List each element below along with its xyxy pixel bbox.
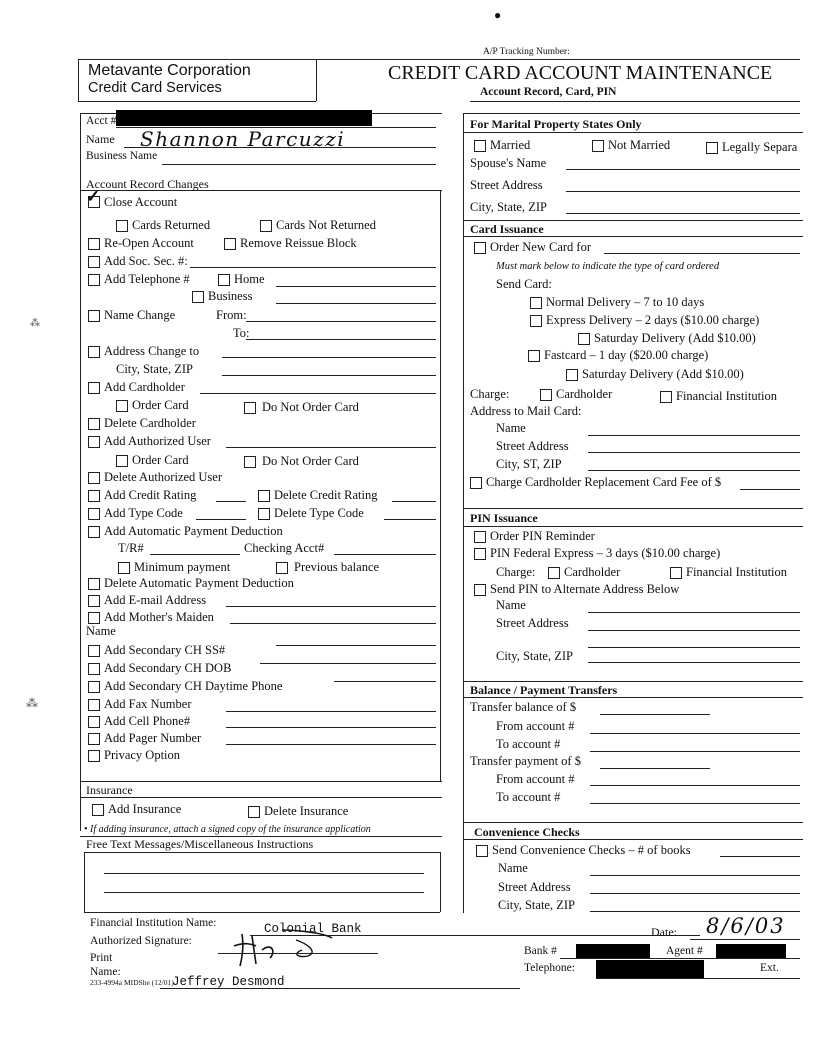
acct-label: Acct # [86,115,117,127]
header-company-bottom [78,101,316,102]
reopen-label: Re-Open Account [104,236,194,250]
add-type-code-checkbox[interactable] [88,508,100,520]
form-subtitle: Account Record, Card, PIN [480,86,617,98]
business-line [162,164,436,165]
order-card2-label: Order Card [132,453,189,467]
card-title: Card Issuance [470,222,544,236]
from-line [246,321,436,322]
delete-auto-pay-label: Delete Automatic Payment Deduction [104,576,294,590]
scan-speck: ⁂ [30,318,40,329]
signature-image [222,922,372,973]
transfer-from1-line [590,733,800,734]
name-line [124,147,436,148]
credit-rating-line [216,501,246,502]
transfer-top-rule [463,681,803,682]
fastcard-label: Fastcard – 1 day ($20.00 charge) [544,348,709,362]
order-card2-checkbox[interactable] [116,455,128,467]
add-credit-rating-checkbox[interactable] [88,490,100,502]
spouse-label: Spouse's Name [470,156,547,170]
transfer-from1-label: From account # [496,719,575,733]
pin-street-line2 [588,647,800,648]
phone-business-line [276,303,436,304]
send-card-label: Send Card: [496,277,552,291]
mail-name-line [588,435,800,436]
type-code-line [196,519,246,520]
name-change-label: Name Change [104,308,176,322]
cell-line [226,727,436,728]
marital-rule [463,132,803,133]
maiden-line [230,623,436,624]
min-payment-checkbox[interactable] [118,562,130,574]
business-label: Business Name [86,150,158,162]
freetext-line2 [104,892,424,893]
insurance-top-rule [80,781,442,782]
transfer-from2-label: From account # [496,772,575,786]
card-charge-fi-label: Financial Institution [676,389,778,403]
prev-balance-label: Previous balance [294,560,380,574]
transfer-rule [463,697,803,698]
bank-redaction [576,944,650,958]
add-credit-rating-label: Add Credit Rating [104,488,197,502]
cards-returned-checkbox[interactable] [116,220,128,232]
agent-redaction [716,944,786,958]
sec-dob-line [260,663,436,664]
freetext-box-top [84,852,440,853]
add-maiden-label: Add Mother's Maiden [104,610,214,624]
tr-line [150,554,240,555]
pin-title: PIN Issuance [470,511,538,525]
company-name: Metavante Corporation [88,62,251,79]
telephone-line [596,978,800,979]
city-state-zip-label: City, State, ZIP [116,362,193,376]
business-phone-label: Business [208,289,253,303]
mail-street-line [588,452,800,453]
transfer-payment-line [600,768,710,769]
card-charge-label: Charge: [470,387,510,401]
cell-checkbox[interactable] [88,716,100,728]
name-value[interactable]: Shannon Parcuzzi [140,127,346,151]
pin-rule [463,526,803,527]
checkmark-icon: ✓ [86,187,101,206]
right-border [463,113,464,913]
min-payment-label: Minimum payment [134,560,231,574]
do-not-order-checkbox[interactable] [244,402,256,414]
tr-label: T/R# [118,541,144,555]
to-label: To: [233,326,250,340]
add-ssn-label: Add Soc. Sec. #: [104,254,188,268]
auth-user-line [226,447,436,448]
date-label: Date: [651,925,677,939]
delete-credit-rating-label: Delete Credit Rating [274,488,378,502]
pin-reminder-checkbox[interactable] [474,531,486,543]
right-top-rule [463,113,800,114]
business-phone-checkbox[interactable] [192,291,204,303]
print-name-line [160,988,520,989]
sig-line [218,953,378,954]
maiden-name-label: Name [86,624,116,638]
normal-delivery-checkbox[interactable] [530,297,542,309]
cards-not-returned-checkbox[interactable] [260,220,272,232]
checks-city-label: City, State, ZIP [498,898,575,912]
replacement-fee-line [740,489,800,490]
freetext-title: Free Text Messages/Miscellaneous Instructions [86,837,314,851]
fax-label: Add Fax Number [104,697,192,711]
email-line [226,606,436,607]
mail-city-label: City, ST, ZIP [496,457,562,471]
mail-card-label: Address to Mail Card: [470,404,582,418]
pin-name-line [588,612,800,613]
remove-block-checkbox[interactable] [224,238,236,250]
marital-city-label: City, State, ZIP [470,200,547,214]
add-auth-user-checkbox[interactable] [88,436,100,448]
cards-returned-label: Cards Returned [132,218,211,232]
married-checkbox[interactable] [474,140,486,152]
cards-not-returned-label: Cards Not Returned [276,218,376,232]
sec-dob-label: Add Secondary CH DOB [104,661,232,675]
date-line [690,939,800,940]
name-label: Name [86,132,115,146]
city-line [222,375,436,376]
replacement-fee-label: Charge Cardholder Replacement Card Fee of $ [486,475,722,489]
add-cardholder-label: Add Cardholder [104,380,185,394]
saturday2-checkbox[interactable] [566,369,578,381]
delete-rating-line [392,501,436,502]
checks-name-label: Name [498,861,528,875]
fax-line [226,711,436,712]
legally-separated-label: Legally Separa [722,140,798,154]
address-change-label: Address Change to [104,344,200,358]
checks-title: Convenience Checks [474,825,580,839]
delete-type-line [384,519,436,520]
normal-delivery-label: Normal Delivery – 7 to 10 days [546,295,705,309]
ext-label: Ext. [760,962,779,974]
checks-city-line [590,911,800,912]
remove-block-label: Remove Reissue Block [240,236,357,250]
books-line [720,856,800,857]
sec-ss-label: Add Secondary CH SS# [104,643,226,657]
tracking-label: A/P Tracking Number: [483,47,570,57]
fi-value[interactable]: Colonial Bank [264,922,362,936]
freetext-box-bottom [84,912,440,913]
card-top-rule [463,220,803,221]
telephone-label: Telephone: [524,962,575,974]
do-not-order2-checkbox[interactable] [244,456,256,468]
mail-street-label: Street Address [496,439,569,453]
pin-top-rule [463,508,803,509]
add-cardholder-checkbox[interactable] [88,382,100,394]
checking-label: Checking Acct# [244,541,325,555]
changes-title: Account Record Changes [86,177,209,191]
insurance-title: Insurance [86,783,133,797]
delete-auto-pay-checkbox[interactable] [88,578,100,590]
phone-home-line [276,286,436,287]
transfer-payment-label: Transfer payment of $ [470,754,581,768]
checks-street-label: Street Address [498,880,571,894]
address-line [222,357,436,358]
pin-fedex-checkbox[interactable] [474,548,486,560]
express-delivery-checkbox[interactable] [530,315,542,327]
saturday2-label: Saturday Delivery (Add $10.00) [582,367,744,381]
sec-phone-line [334,681,436,682]
not-married-label: Not Married [608,138,671,152]
card-rule [463,236,803,237]
telephone-redaction [596,960,704,978]
must-mark-note: Must mark below to indicate the type of card ordered [496,261,720,272]
bank-label: Bank # [524,945,557,957]
form-title: CREDIT CARD ACCOUNT MAINTENANCE [388,62,773,84]
freetext-line1 [104,873,424,874]
close-account-label: Close Account [104,195,178,209]
delete-insurance-checkbox[interactable] [248,806,260,818]
order-new-card-checkbox[interactable] [474,242,486,254]
sec-dob-checkbox[interactable] [88,663,100,675]
checks-rule [463,839,803,840]
pager-line [226,744,436,745]
marital-city-line [566,213,800,214]
pin-alt-label: Send PIN to Alternate Address Below [490,582,680,596]
pin-street-line [588,630,800,631]
send-checks-checkbox[interactable] [476,845,488,857]
transfer-to1-label: To account # [496,737,561,751]
delete-insurance-label: Delete Insurance [264,804,349,818]
saturday1-checkbox[interactable] [578,333,590,345]
add-auto-pay-label: Add Automatic Payment Deduction [104,524,283,538]
freetext-left-border [84,852,85,912]
acct-redaction [116,110,372,126]
saturday1-label: Saturday Delivery (Add $10.00) [594,331,756,345]
sig-label: Authorized Signature: [90,935,192,947]
print-label: Print [90,952,113,964]
changes-rule [80,190,442,191]
home-label: Home [234,272,265,286]
pin-city-label: City, State, ZIP [496,649,573,663]
bank-line [560,958,800,959]
pin-charge-fi-label: Financial Institution [686,565,788,579]
marital-street-line [566,191,800,192]
reopen-checkbox[interactable] [88,238,100,250]
pin-alt-checkbox[interactable] [474,584,486,596]
pin-charge-fi-checkbox[interactable] [670,567,682,579]
delete-type-code-checkbox[interactable] [258,508,270,520]
to-line [246,339,436,340]
sec-ss-checkbox[interactable] [88,645,100,657]
scan-speck: ⁂ [26,696,38,710]
pin-fedex-label: PIN Federal Express – 3 days ($10.00 charge) [490,546,721,560]
add-ssn-checkbox[interactable] [88,256,100,268]
fax-checkbox[interactable] [88,699,100,711]
print-name-label: Name: [90,966,121,978]
home-checkbox[interactable] [218,274,230,286]
pin-name-label: Name [496,598,526,612]
header-left-border [78,59,79,101]
left-border [80,113,81,831]
add-insurance-label: Add Insurance [108,802,182,816]
delete-cardholder-label: Delete Cardholder [104,416,196,430]
checks-name-line [590,875,800,876]
checks-top-rule [463,822,803,823]
marital-street-label: Street Address [470,178,543,192]
add-phone-checkbox[interactable] [88,274,100,286]
privacy-label: Privacy Option [104,748,181,762]
add-email-label: Add E-mail Address [104,593,207,607]
order-new-card-label: Order New Card for [490,240,592,254]
form-number: 233-4994a MIDShe (12/01) [90,978,174,987]
pager-label: Add Pager Number [104,731,202,745]
card-charge-cardholder-label: Cardholder [556,387,613,401]
cardholder-line [200,393,436,394]
agent-label: Agent # [666,945,703,957]
date-value[interactable]: 8/6/03 [706,914,786,938]
married-label: Married [490,138,531,152]
pager-checkbox[interactable] [88,733,100,745]
insurance-rule [80,797,442,798]
print-name-value[interactable]: Jeffrey Desmond [172,975,285,989]
header-right-rule [470,101,800,102]
address-change-checkbox[interactable] [88,346,100,358]
transfer-to2-line [590,803,800,804]
card-charge-fi-checkbox[interactable] [660,391,672,403]
delete-auth-user-label: Delete Authorized User [104,470,223,484]
pin-charge-label: Charge: [496,565,536,579]
do-not-order2-label: Do Not Order Card [262,454,359,468]
transfer-to1-line [590,751,800,752]
transfer-balance-label: Transfer balance of $ [470,700,577,714]
speck-mark: ● [494,8,502,22]
ssn-line [190,267,436,268]
checking-line [334,554,436,555]
order-new-line [604,253,800,254]
spouse-line [566,169,800,170]
checks-street-line [590,893,800,894]
delete-cardholder-checkbox[interactable] [88,418,100,430]
delete-type-code-label: Delete Type Code [274,506,364,520]
legally-separated-checkbox[interactable] [706,142,718,154]
pin-city-line [588,662,800,663]
mail-city-line [588,470,800,471]
transfer-title: Balance / Payment Transfers [470,683,618,697]
privacy-checkbox[interactable] [88,750,100,762]
header-top-rule [78,59,800,60]
header-divider [316,59,317,101]
do-not-order-label: Do Not Order Card [262,400,359,414]
fi-label: Financial Institution Name: [90,917,217,929]
order-card-checkbox[interactable] [116,400,128,412]
express-delivery-label: Express Delivery – 2 days ($10.00 charge) [546,313,760,327]
add-phone-label: Add Telephone # [104,272,190,286]
insurance-note: • If adding insurance, attach a signed copy of the insurance application [84,824,371,835]
send-checks-label: Send Convenience Checks – # of books [492,843,691,857]
mail-name-label: Name [496,421,526,435]
sec-phone-label: Add Secondary CH Daytime Phone [104,679,283,693]
card-charge-cardholder-checkbox[interactable] [540,389,552,401]
fastcard-checkbox[interactable] [528,350,540,362]
marital-title: For Marital Property States Only [470,117,642,131]
cell-label: Add Cell Phone# [104,714,191,728]
add-auto-pay-checkbox[interactable] [88,526,100,538]
not-married-checkbox[interactable] [592,140,604,152]
left-inner-border [440,190,441,781]
sec-phone-checkbox[interactable] [88,681,100,693]
delete-auth-user-checkbox[interactable] [88,472,100,484]
company-division: Credit Card Services [88,80,222,96]
order-card-label: Order Card [132,398,189,412]
add-email-checkbox[interactable] [88,595,100,607]
pin-reminder-label: Order PIN Reminder [490,529,595,543]
add-insurance-checkbox[interactable] [92,804,104,816]
transfer-to2-label: To account # [496,790,561,804]
from-label: From: [216,308,247,322]
transfer-balance-line [600,714,710,715]
sec-ss-line [276,645,436,646]
replacement-fee-checkbox[interactable] [470,477,482,489]
pin-street-label: Street Address [496,616,569,630]
name-change-checkbox[interactable] [88,310,100,322]
freetext-right-border [440,852,441,912]
add-maiden-checkbox[interactable] [88,612,100,624]
prev-balance-checkbox[interactable] [276,562,288,574]
pin-charge-cardholder-checkbox[interactable] [548,567,560,579]
add-auth-user-label: Add Authorized User [104,434,211,448]
pin-charge-cardholder-label: Cardholder [564,565,621,579]
delete-credit-rating-checkbox[interactable] [258,490,270,502]
transfer-from2-line [590,785,800,786]
add-type-code-label: Add Type Code [104,506,183,520]
